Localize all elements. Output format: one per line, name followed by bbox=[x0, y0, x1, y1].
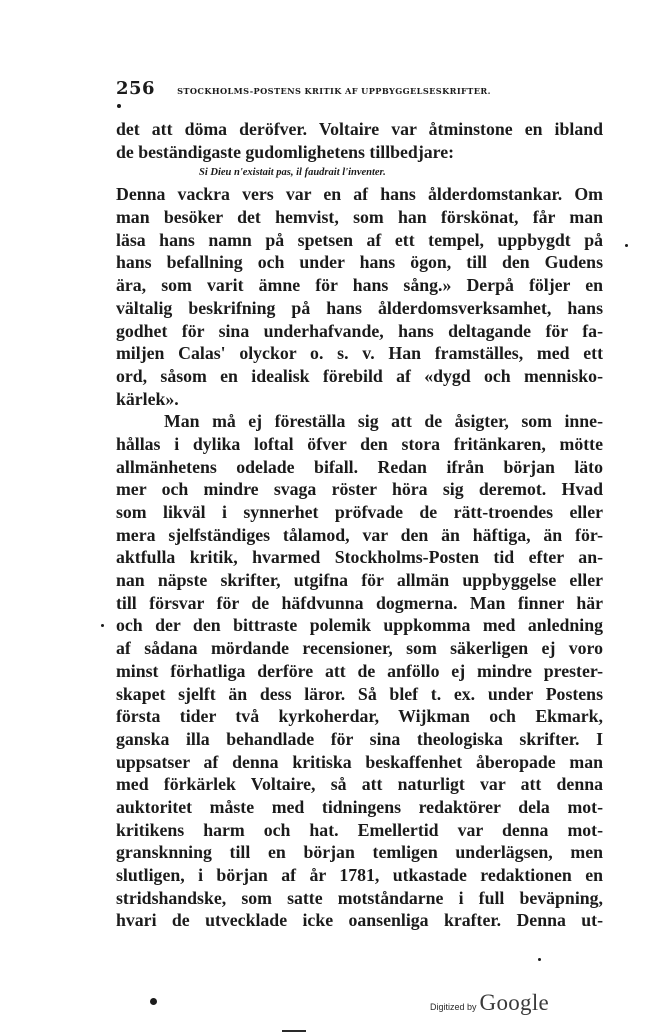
ink-speck bbox=[150, 998, 157, 1005]
running-head: STOCKHOLMS-POSTENS KRITIK AF UPPBYGGELSESKRIFTER. bbox=[177, 86, 491, 96]
text-line: till försvar för de häfdvunna dogmerna. Man finner här bbox=[116, 592, 603, 613]
text-line: man besöker det hemvist, som han förskönat, får man bbox=[116, 207, 603, 228]
text-line: som likväl i synnerhet pröfvade de rätt-troendes eller bbox=[116, 502, 603, 522]
text-line: vältalig beskrifning på hans ålderdomsverksamhet, hans bbox=[116, 297, 603, 318]
text-line: och der den bittraste polemik uppkomma med anledning bbox=[116, 615, 603, 636]
text-line: ära, som varit ämne för hans sång.» Derpå följer en bbox=[116, 275, 603, 296]
text-line: godhet för sina underhafvande, hans deltagande för fa- bbox=[116, 320, 603, 341]
text-line: auktoritet måste med tidningens redaktörer dela mot- bbox=[116, 796, 603, 817]
text-line: gransknning till en början temligen underlägsen, men bbox=[116, 842, 603, 863]
ink-speck bbox=[625, 244, 628, 247]
digitized-by-label: Digitized by bbox=[430, 1002, 477, 1012]
page-header bbox=[116, 78, 536, 100]
text-line: ganska illa behandlade för sina theologiska skrifter. I bbox=[116, 728, 603, 749]
text-line: kärlek». bbox=[116, 388, 179, 409]
text-line: med förkärlek Voltaire, så att naturligt var att denna bbox=[116, 774, 603, 795]
text-line: hållas i dylika loftal öfver den stora fritänkaren, mötte bbox=[116, 433, 603, 454]
text-line: allmänhetens odelade bifall. Redan ifrån början läto bbox=[116, 456, 603, 477]
ink-speck bbox=[101, 624, 104, 627]
text-line: miljen Calas' olyckor o. s. v. Han framställes, med ett bbox=[116, 343, 603, 364]
verse-quote: Si Dieu n'existait pas, il faudrait l'inventer. bbox=[199, 167, 386, 179]
text-line: nan näpste skrifter, utgifna för allmän uppbyggelse eller bbox=[116, 570, 603, 591]
text-line: hans befallning och under hans ögon, till den Gudens bbox=[116, 252, 603, 273]
text-line: första tider två kyrkoherdar, Wijkman och Ekmark, bbox=[116, 706, 603, 727]
bottom-rule bbox=[282, 1030, 306, 1032]
text-line: mer och mindre svaga röster höra sig deremot. Hvad bbox=[116, 479, 603, 500]
page-number: 256 bbox=[116, 78, 156, 99]
ink-speck bbox=[538, 958, 541, 961]
text-line: aktfulla kritik, hvarmed Stockholms-Posten tid efter an- bbox=[116, 547, 603, 568]
text-line: det att döma deröfver. Voltaire var åtminstone en ibland bbox=[116, 119, 603, 139]
text-line: skapet sjelft än dess läror. Så blef t. ex. under Postens bbox=[116, 683, 603, 704]
google-logo: Google bbox=[479, 990, 550, 1015]
text-line: stridshandske, som satte motståndarne i full beväpning, bbox=[116, 887, 603, 908]
text-line: uppsatser af denna kritiska beskaffenhet åberopade man bbox=[116, 751, 603, 772]
text-line: Man må ej föreställa sig att de åsigter, som inne- bbox=[164, 411, 603, 432]
text-line: de beständigaste gudomlighetens tillbedjare: bbox=[116, 141, 455, 162]
text-line: minst förhatliga derföre att de anföllo ej mindre prester- bbox=[116, 660, 603, 681]
ink-speck bbox=[117, 104, 121, 108]
text-line: kritikens harm och hat. Emellertid var denna mot- bbox=[116, 819, 603, 840]
text-line: af sådana mördande recensioner, som säkerligen ej voro bbox=[116, 638, 603, 659]
digitization-watermark bbox=[430, 990, 549, 1016]
text-line: mera sjelfständiges tålamod, var den än häftiga, än för- bbox=[116, 524, 603, 545]
text-line: ord, såsom en idealisk förebild af «dygd och mennisko- bbox=[116, 365, 603, 386]
body-text bbox=[116, 118, 603, 932]
text-line: slutligen, i början af år 1781, utkastade redaktionen en bbox=[116, 865, 603, 885]
text-line: läsa hans namn på spetsen af ett tempel, uppbygdt på bbox=[116, 229, 603, 250]
text-line: Denna vackra vers var en af hans ålderdomstankar. Om bbox=[116, 184, 603, 205]
text-line: hvari de utvecklade icke oansenliga krafter. Denna ut- bbox=[116, 910, 603, 931]
